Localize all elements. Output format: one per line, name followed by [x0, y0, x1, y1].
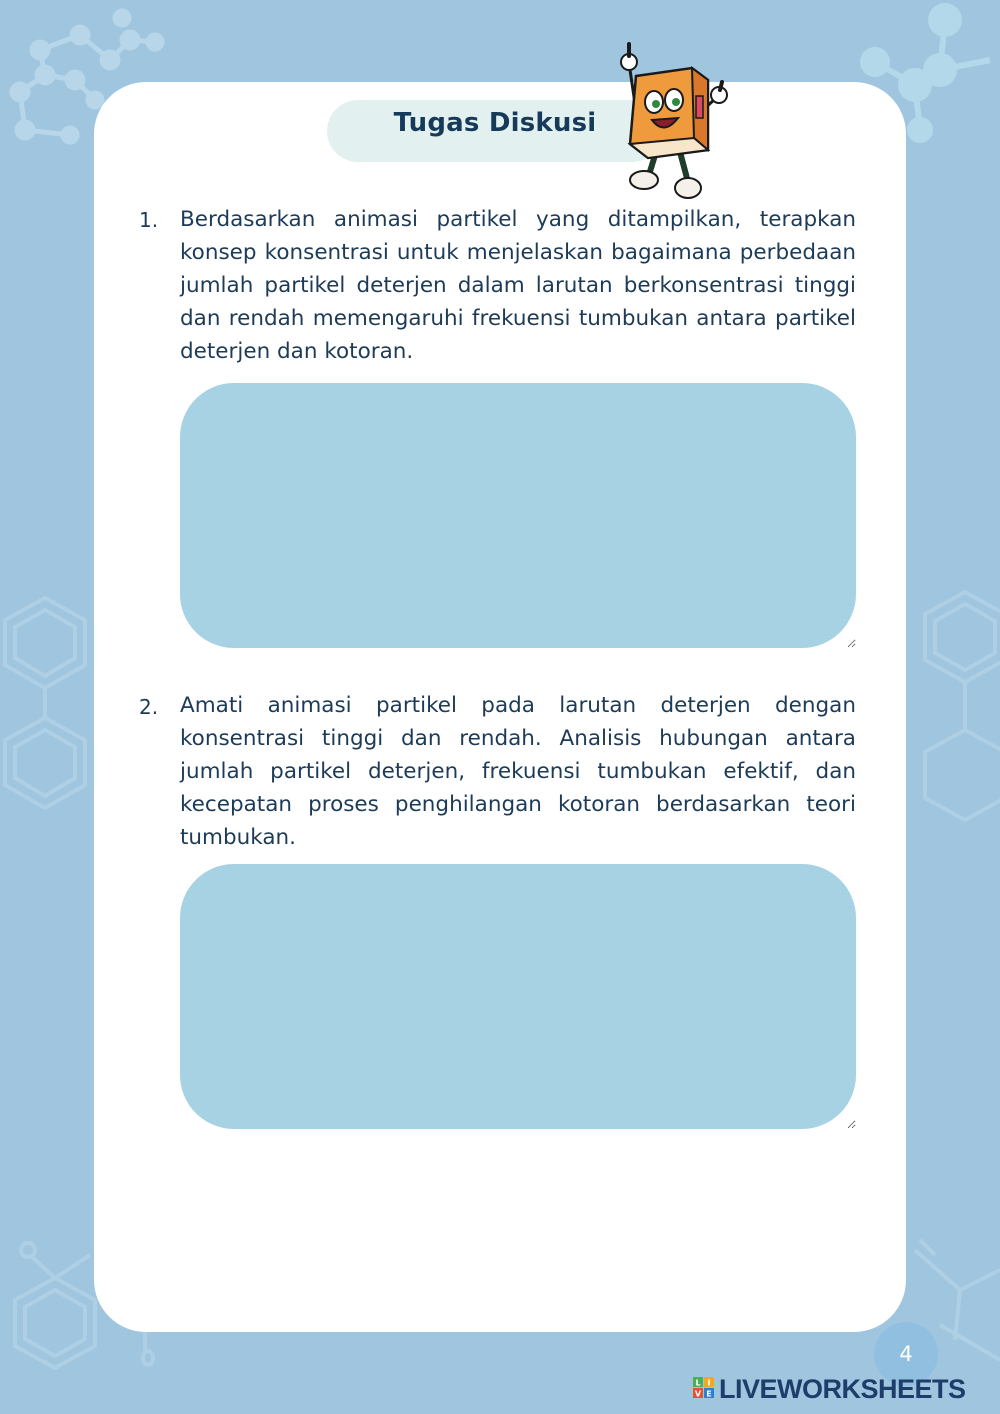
- badge-letter-l: L: [695, 1378, 701, 1388]
- question-2-number: 2.: [139, 695, 159, 719]
- badge-letter-e: E: [706, 1389, 712, 1399]
- question-2-text: Amati animasi partikel pada larutan deterjen dengan konsentrasi tinggi dan rendah. Analisis hubungan antara jumlah partikel deterjen, frekuensi tumbukan efektif, dan kecepatan proses penghilangan kotoran berdasarkan teori tumbukan.: [180, 693, 856, 850]
- liveworksheets-logo-icon: [693, 1377, 715, 1399]
- book-mascot-icon: [608, 40, 738, 202]
- badge-letter-v: V: [694, 1389, 702, 1399]
- page-title: Tugas Diskusi: [393, 108, 597, 138]
- liveworksheets-brand[interactable]: LIVEWORKSHEETS: [719, 1374, 966, 1404]
- answer-box-1[interactable]: [180, 383, 856, 648]
- question-1-number: 1.: [139, 208, 159, 232]
- answer-box-2[interactable]: [180, 864, 856, 1129]
- question-1-text: Berdasarkan animasi partikel yang ditampilkan, terapkan konsep konsentrasi untuk menjelaskan bagaimana perbedaan jumlah partikel deterjen dalam larutan berkonsentrasi tinggi dan rendah memengaruhi frekuensi tumbukan antara partikel deterjen dan kotoran.: [180, 207, 856, 364]
- badge-letter-i: I: [707, 1378, 711, 1388]
- page-number: 4: [874, 1322, 938, 1386]
